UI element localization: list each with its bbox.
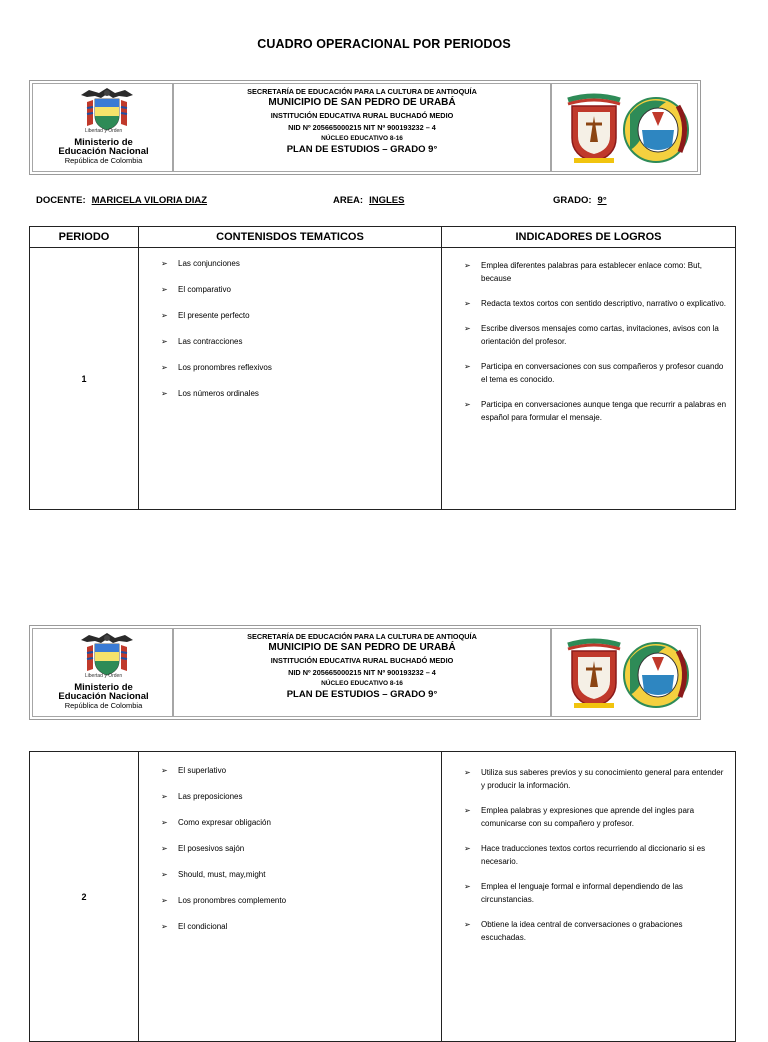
arrow-bullet-icon: ➢ (464, 299, 471, 308)
colombia-coat-of-arms-icon (77, 86, 137, 132)
header-nucleo: NÚCLEO EDUCATIVO 8-16 (321, 135, 403, 142)
list-item: ➢ Las contracciones (161, 337, 243, 346)
topics-cell (139, 752, 442, 1042)
plan-table-period-1 (29, 226, 736, 510)
list-item: ➢ Como expresar obligación (161, 818, 271, 827)
list-item: ➢ Should, must, may,might (161, 870, 266, 879)
ministry-country: República de Colombia (64, 701, 143, 710)
header-institucion: INSTITUCIÓN EDUCATIVA RURAL BUCHADÓ MEDIO (270, 656, 454, 665)
arrow-bullet-icon: ➢ (161, 922, 168, 931)
arrow-bullet-icon: ➢ (161, 337, 168, 346)
list-item: ➢ El presente perfecto (161, 311, 250, 320)
arrow-bullet-icon: ➢ (464, 844, 471, 853)
ministry-country: República de Colombia (64, 156, 143, 165)
list-item: ➢ Los números ordinales (161, 389, 259, 398)
plan-table-period-2 (29, 751, 736, 1042)
municipal-logos-panel (551, 628, 698, 717)
docente-label: DOCENTE: (36, 195, 86, 206)
list-item: ➢ Escribe diversos mensajes como cartas, invitaciones, avisos con la orientación del profesor. (464, 324, 719, 346)
list-item: ➢ Obtiene la idea central de conversaciones o grabaciones escuchadas. (464, 920, 683, 942)
list-item: ➢ Los pronombres reflexivos (161, 363, 272, 372)
arrow-bullet-icon: ➢ (464, 882, 471, 891)
ministry-motto: Libertad y Orden (84, 128, 123, 134)
arrow-bullet-icon: ➢ (161, 285, 168, 294)
ministry-logo-panel (32, 83, 173, 172)
docente-field (36, 195, 207, 206)
institution-header (29, 625, 701, 720)
area-value: INGLES (369, 195, 405, 206)
logros-cell (442, 248, 736, 510)
arrow-bullet-icon: ➢ (161, 389, 168, 398)
list-item: ➢ El superlativo (161, 766, 227, 775)
header-secretaria: SECRETARÍA DE EDUCACIÓN PARA LA CULTURA DE ANTIOQUÍA (247, 87, 477, 96)
header-municipio: MUNICIPIO DE SAN PEDRO DE URABÁ (268, 642, 456, 653)
list-item: ➢ Redacta textos cortos con sentido descriptivo, narrativo o explicativo. (464, 299, 727, 308)
arrow-bullet-icon: ➢ (161, 896, 168, 905)
period-number: 1 (30, 248, 139, 510)
list-item: ➢ Emplea diferentes palabras para establecer enlace como: But, because (464, 261, 703, 283)
list-item: ➢ Utiliza sus saberes previos y su conocimiento general para entender y producir la información. (464, 768, 724, 790)
municipal-shields-icon (554, 86, 694, 170)
arrow-bullet-icon: ➢ (464, 261, 471, 270)
header-contenidos: CONTENISDOS TEMATICOS (139, 227, 442, 248)
list-item: ➢ Las conjunciones (161, 259, 240, 268)
logros-cell (442, 752, 736, 1042)
ministry-name-line2: Educación Nacional (58, 691, 149, 702)
list-item: ➢ Hace traducciones textos cortos recurriendo al diccionario si es necesario. (464, 844, 706, 866)
ministry-motto: Libertad y Orden (84, 673, 123, 679)
header-plan-estudios: PLAN DE ESTUDIOS – GRADO 9° (286, 689, 438, 700)
list-item: ➢ Participa en conversaciones aunque tenga que recurrir a palabras en español para formular el mensaje. (464, 400, 727, 422)
header-indicadores: INDICADORES DE LOGROS (442, 227, 736, 248)
docente-value: MARICELA VILORIA DIAZ (91, 195, 208, 206)
arrow-bullet-icon: ➢ (161, 259, 168, 268)
header-plan-estudios: PLAN DE ESTUDIOS – GRADO 9° (286, 144, 438, 155)
colombia-coat-of-arms-icon (77, 631, 137, 677)
institution-header (29, 80, 701, 175)
header-municipio: MUNICIPIO DE SAN PEDRO DE URABÁ (268, 97, 456, 108)
list-item: ➢ El comparativo (161, 285, 231, 294)
list-item: ➢ El condicional (161, 922, 228, 931)
grado-value: 9° (597, 195, 607, 206)
arrow-bullet-icon: ➢ (161, 870, 168, 879)
arrow-bullet-icon: ➢ (161, 818, 168, 827)
ministry-name-line1: Ministerio de (74, 137, 133, 148)
arrow-bullet-icon: ➢ (464, 920, 471, 929)
list-item: ➢ El posesivos sajón (161, 844, 245, 853)
ministry-name-line1: Ministerio de (74, 682, 133, 693)
header-text-panel (173, 83, 551, 172)
municipal-shields-icon (554, 631, 694, 715)
header-secretaria: SECRETARÍA DE EDUCACIÓN PARA LA CULTURA DE ANTIOQUÍA (247, 632, 477, 641)
document-title: CUADRO OPERACIONAL POR PERIODOS (257, 37, 511, 51)
list-item: ➢ Emplea palabras y expresiones que aprende del ingles para comunicarse con su compañero y profesor. (464, 806, 695, 828)
grado-label: GRADO: (553, 195, 592, 206)
arrow-bullet-icon: ➢ (161, 792, 168, 801)
header-periodo: PERIODO (30, 227, 139, 248)
arrow-bullet-icon: ➢ (464, 324, 471, 333)
period-number: 2 (30, 752, 139, 1042)
header-nid-nit: NID Nº 205665000215 NIT Nº 900193232 – 4 (288, 123, 436, 132)
ministry-logo-panel (32, 628, 173, 717)
arrow-bullet-icon: ➢ (464, 362, 471, 371)
grado-field (553, 195, 607, 206)
arrow-bullet-icon: ➢ (464, 400, 471, 409)
municipal-logos-panel (551, 83, 698, 172)
arrow-bullet-icon: ➢ (464, 768, 471, 777)
header-nucleo: NÚCLEO EDUCATIVO 8-16 (321, 680, 403, 687)
header-nid-nit: NID Nº 205665000215 NIT Nº 900193232 – 4 (288, 668, 436, 677)
header-institucion: INSTITUCIÓN EDUCATIVA RURAL BUCHADÓ MEDIO (270, 111, 454, 120)
header-text-panel (173, 628, 551, 717)
area-label: AREA: (333, 195, 364, 206)
ministry-name-line2: Educación Nacional (58, 146, 149, 157)
list-item: ➢ Emplea el lenguaje formal e informal dependiendo de las circunstancias. (464, 882, 683, 904)
arrow-bullet-icon: ➢ (464, 806, 471, 815)
list-item: ➢ Participa en conversaciones con sus compañeros y profesor cuando el tema es conocido. (464, 362, 724, 384)
topics-cell (139, 248, 442, 510)
area-field (333, 195, 404, 206)
arrow-bullet-icon: ➢ (161, 766, 168, 775)
arrow-bullet-icon: ➢ (161, 844, 168, 853)
arrow-bullet-icon: ➢ (161, 363, 168, 372)
list-item: ➢ Los pronombres complemento (161, 896, 287, 905)
list-item: ➢ Las preposiciones (161, 792, 243, 801)
arrow-bullet-icon: ➢ (161, 311, 168, 320)
